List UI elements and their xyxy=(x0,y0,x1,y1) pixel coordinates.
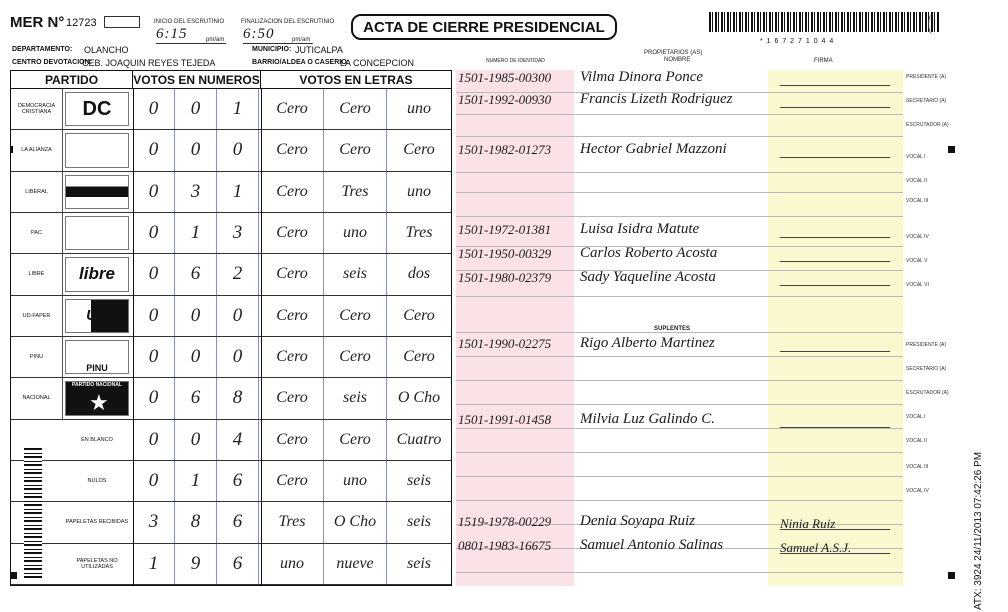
vote-digit: 6 xyxy=(217,544,259,584)
sign-column-label: FIRMA xyxy=(814,58,833,64)
end-unit: pm/am xyxy=(292,37,311,43)
vote-word: O Cho xyxy=(324,502,387,542)
vote-digit: 2 xyxy=(217,254,259,294)
row-rule xyxy=(456,296,903,297)
member-id: 1501-1991-01458 xyxy=(458,412,552,427)
member-signature xyxy=(780,144,890,158)
member-name: Vilma Dinora Ponce xyxy=(580,69,704,85)
member-id: 1501-1982-01273 xyxy=(458,142,552,157)
star-icon: ★ xyxy=(89,390,109,416)
name-column-label: NOMBRE xyxy=(664,57,691,63)
side-stamp: ATX: 3924 24/11/2013 07:42:26 PM xyxy=(973,451,984,610)
registration-mark-icon xyxy=(948,146,955,153)
member-role: PRESIDENTE (A) xyxy=(906,74,947,80)
member-name: Samuel Antonio Salinas xyxy=(580,537,724,553)
member-role: VOCAL VI xyxy=(906,282,929,288)
member-name: Francis Lizeth Rodriguez xyxy=(580,91,733,107)
member-id: 1501-1985-00300 xyxy=(458,70,552,85)
member-role: ESCRUTADOR (A) xyxy=(906,390,949,396)
centro-value: CEB. JOAQUIN REYES TEJEDA xyxy=(82,58,216,68)
registration-mark-icon xyxy=(10,146,13,153)
start-time: 6:15 xyxy=(156,26,226,44)
party-logo: DC xyxy=(65,92,129,126)
vote-word: Cero xyxy=(261,254,324,294)
vote-digit: 6 xyxy=(175,254,217,294)
vote-digit: 0 xyxy=(133,337,175,377)
header-votos-numeros: VOTOS EN NUMEROS xyxy=(133,71,261,89)
vote-digit: 1 xyxy=(133,544,175,584)
vote-digit: 3 xyxy=(175,172,217,212)
vote-word: nueve xyxy=(324,544,387,584)
member-role: VOCAL II xyxy=(906,178,927,184)
vote-word: Cuatro xyxy=(396,430,442,448)
vote-digit: 0 xyxy=(175,89,217,129)
vote-digit: 0 xyxy=(133,89,175,129)
row-rule xyxy=(456,452,903,453)
vote-word: uno xyxy=(324,213,387,253)
suplentes-label: SUPLENTES xyxy=(654,326,691,332)
vote-word: Cero xyxy=(324,130,387,170)
vote-word: Cero xyxy=(261,172,324,212)
member-name: Carlos Roberto Acosta xyxy=(580,245,718,261)
party-logo: PARTIDO NACIONAL xyxy=(65,381,129,415)
member-id: 1501-1980-02379 xyxy=(458,270,552,285)
party-name: PAC xyxy=(11,213,63,253)
member-signature: Ninia Ruiz xyxy=(780,516,890,530)
member-signature: Samuel A.S.J. xyxy=(780,540,890,554)
departamento-value: OLANCHO xyxy=(84,45,129,55)
start-unit: pm/am xyxy=(206,37,225,43)
vote-digit: 8 xyxy=(175,502,217,542)
member-id: 1519-1978-00229 xyxy=(458,514,552,529)
vote-word: Cero xyxy=(261,130,324,170)
vote-digit: 0 xyxy=(217,130,259,170)
member-name: Rigo Alberto Martinez xyxy=(580,335,715,351)
vote-digit: 0 xyxy=(175,337,217,377)
vote-word: uno xyxy=(324,461,387,501)
member-role: ESCRUTADOR (A) xyxy=(906,122,949,128)
mer-number: 12723 xyxy=(66,17,97,29)
row-rule xyxy=(456,172,903,173)
row-rule xyxy=(456,380,903,381)
member-signature xyxy=(780,338,890,352)
vote-word: uno xyxy=(407,100,431,118)
party-name: LIBERAL xyxy=(11,172,63,212)
vote-word: dos xyxy=(407,265,431,283)
vote-word: Cero xyxy=(324,89,387,129)
vote-digit: 1 xyxy=(217,172,259,212)
party-name: PAPELETAS RECIBIDAS xyxy=(65,519,129,526)
party-name: NULOS xyxy=(87,478,107,485)
vote-digit: 0 xyxy=(133,254,175,294)
vote-digit: 0 xyxy=(217,296,259,336)
vote-word: seis xyxy=(407,513,431,531)
vote-digit: 0 xyxy=(133,213,175,253)
municipio-value: JUTICALPA xyxy=(295,45,343,55)
barrio-label: BARRIO/ALDEA O CASERIO: xyxy=(252,59,349,66)
member-signature xyxy=(780,224,890,238)
member-name: Milvia Luz Galindo C. xyxy=(580,411,716,427)
vote-word: Cero xyxy=(403,348,435,366)
row-rule xyxy=(456,572,903,573)
row-rule xyxy=(456,476,903,477)
party-name: DEMOCRACIA CRISTIANA xyxy=(11,89,63,129)
vote-digit: 0 xyxy=(133,420,175,460)
party-name: PINU xyxy=(11,337,63,377)
vertical-barcode xyxy=(24,448,42,578)
vote-digit: 1 xyxy=(217,89,259,129)
vote-word: Tres xyxy=(324,172,387,212)
party-name: EN BLANCO xyxy=(81,436,113,443)
vote-digit: 6 xyxy=(175,378,217,418)
member-id: 1501-1990-02275 xyxy=(458,336,552,351)
member-role: VOCAL III xyxy=(906,464,929,470)
party-logo: libre xyxy=(65,257,129,291)
member-role: SECRETARIO (A) xyxy=(906,98,947,104)
vote-digit: 1 xyxy=(175,461,217,501)
document-title: ACTA DE CIERRE PRESIDENCIAL xyxy=(351,14,617,40)
vote-digit: 0 xyxy=(175,420,217,460)
mer-label: MER N° xyxy=(10,14,65,31)
vote-digit: 0 xyxy=(133,461,175,501)
barrio-value: LA CONCEPCION xyxy=(340,58,415,68)
row-rule xyxy=(456,216,903,217)
registration-mark-icon xyxy=(948,572,955,579)
start-label: INICIO DEL ESCRUTINIO xyxy=(154,19,225,25)
vote-word: Cero xyxy=(261,89,324,129)
member-role: VOCAL III xyxy=(906,198,929,204)
vote-word: Cero xyxy=(261,296,324,336)
member-signature xyxy=(780,94,890,108)
member-role: VOCAL IV xyxy=(906,234,929,240)
member-role: VOCAL I xyxy=(906,154,926,160)
row-rule xyxy=(456,356,903,357)
vote-digit: 3 xyxy=(217,213,259,253)
vote-word: Cero xyxy=(261,378,324,418)
vote-digit: 6 xyxy=(217,502,259,542)
member-role: SECRETARIO (A) xyxy=(906,366,947,372)
member-name: Sady Yaqueline Acosta xyxy=(580,269,716,285)
vote-digit: 3 xyxy=(133,502,175,542)
party-name: NACIONAL xyxy=(11,378,63,418)
member-id: 0801-1983-16675 xyxy=(458,538,552,553)
vote-word: Cero xyxy=(324,420,387,460)
member-signature xyxy=(780,72,890,86)
row-rule xyxy=(456,500,903,501)
vote-word: Cero xyxy=(261,213,324,253)
vote-word: Cero xyxy=(324,337,387,377)
party-logo: PINU xyxy=(65,340,129,374)
row-rule xyxy=(456,136,903,137)
header-votos-letras: VOTOS EN LETRAS xyxy=(261,71,451,89)
barcode-text: * 1 6 7 2 7 1 0 4 4 xyxy=(760,38,835,45)
party-name: PAPELETAS NO UTILIZADAS xyxy=(76,557,118,570)
end-time: 6:50 xyxy=(243,26,313,44)
vote-word: Cero xyxy=(261,420,324,460)
centro-label: CENTRO DEVOTACION: xyxy=(12,59,92,66)
vote-digit: 9 xyxy=(175,544,217,584)
member-role: PRESIDENTE (A) xyxy=(906,342,947,348)
member-role: VOCAL IV xyxy=(906,488,929,494)
member-role: VOCAL II xyxy=(906,438,927,444)
header-partido: PARTIDO xyxy=(11,71,133,89)
registration-mark-icon xyxy=(10,572,17,579)
party-name: UD-FAPER xyxy=(11,296,63,336)
vote-digit: 6 xyxy=(217,461,259,501)
vote-word: Cero xyxy=(261,461,324,501)
member-id: 1501-1950-00329 xyxy=(458,246,552,261)
party-name: LA ALIANZA xyxy=(11,130,63,170)
member-signature xyxy=(780,248,890,262)
id-column-label: NUMERO DE IDENTIDAD xyxy=(486,58,545,64)
vote-digit: 4 xyxy=(217,420,259,460)
vote-digit: 0 xyxy=(175,296,217,336)
member-name: Luisa Isidra Matute xyxy=(580,221,700,237)
vote-word: uno xyxy=(407,182,431,200)
vote-word: Cero xyxy=(403,306,435,324)
row-rule xyxy=(456,332,903,333)
vote-digit: 0 xyxy=(217,337,259,377)
vote-digit: 8 xyxy=(217,378,259,418)
vote-digit: 1 xyxy=(175,213,217,253)
vote-digit: 0 xyxy=(175,130,217,170)
municipio-label: MUNICIPIO: xyxy=(252,46,292,53)
vote-word: seis xyxy=(407,554,431,572)
member-name: Denia Soyapa Ruiz xyxy=(580,513,695,529)
vote-word: Cero xyxy=(324,296,387,336)
vote-word: seis xyxy=(324,378,387,418)
row-rule xyxy=(456,192,903,193)
member-id: 1501-1992-00930 xyxy=(458,92,552,107)
vote-word: Tres xyxy=(261,502,324,542)
row-rule xyxy=(456,404,903,405)
party-logo: UD xyxy=(65,299,129,333)
vote-digit: 0 xyxy=(133,172,175,212)
vote-word: O Cho xyxy=(397,389,441,407)
member-name: Hector Gabriel Mazzoni xyxy=(580,141,727,157)
member-signature xyxy=(780,414,890,428)
member-role: VOCAL V xyxy=(906,258,928,264)
vote-word: seis xyxy=(324,254,387,294)
vote-word: uno xyxy=(261,544,324,584)
owners-label: PROPIETARIOS (AS) xyxy=(644,50,703,56)
vote-word: seis xyxy=(407,472,431,490)
member-signature xyxy=(780,272,890,286)
vote-word: Tres xyxy=(405,224,433,242)
party-name: LIBRE xyxy=(11,254,63,294)
vote-digit: 0 xyxy=(133,296,175,336)
row-rule xyxy=(456,114,903,115)
member-role: VOCAL I xyxy=(906,414,926,420)
end-label: FINALIZACION DEL ESCRUTINIO xyxy=(241,19,335,25)
row-rule xyxy=(456,428,903,429)
vote-word: Cero xyxy=(403,141,435,159)
vote-digit: 0 xyxy=(133,378,175,418)
member-id: 1501-1972-01381 xyxy=(458,222,552,237)
departamento-label: DEPARTAMENTO: xyxy=(12,46,73,53)
vote-digit: 0 xyxy=(133,130,175,170)
vote-word: Cero xyxy=(261,337,324,377)
